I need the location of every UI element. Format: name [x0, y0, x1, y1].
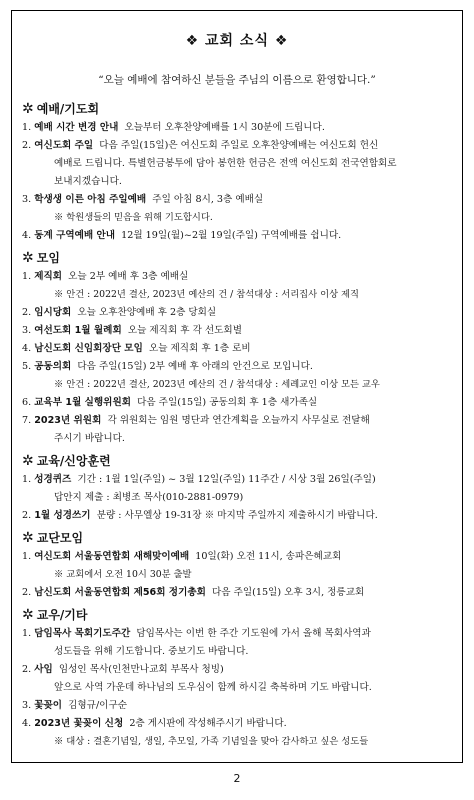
- asterisk-icon: ✲: [22, 453, 34, 469]
- list-item: 3. 꽃꽂이 김형규/이구순: [22, 700, 127, 711]
- list-note: ※ 안건 : 2022년 결산, 2023년 예산의 건 / 참석대상 : 서리집사 이상 제직: [54, 289, 359, 300]
- section-denomination: ✲ 교단모임: [22, 530, 84, 546]
- section-worship: ✲ 예배/기도회: [22, 101, 100, 117]
- list-item: 2. 남신도회 서울동연합회 제56회 정기총회 다음 주일(15일) 오후 3시, 정릉교회: [22, 587, 365, 598]
- section-members: ✲ 교우/기타: [22, 607, 88, 623]
- asterisk-icon: ✲: [22, 530, 34, 546]
- section-education: ✲ 교육/신앙훈련: [22, 453, 111, 469]
- announcements: [22, 96, 454, 751]
- page-title: ❖ 교회 소식 ❖: [185, 33, 289, 49]
- list-item: 3. 학생생 이른 아침 주일예배 주일 아침 8시, 3층 예배실: [22, 194, 264, 205]
- section-meetings: ✲ 모임: [22, 250, 60, 266]
- list-item: 4. 동계 구역예배 안내 12월 19일(월)~2월 19일(주일) 구역예배를 쉽니다.: [22, 230, 342, 241]
- list-note: ※ 교회에서 오전 10시 30분 출발: [54, 569, 192, 580]
- list-item: 6. 교육부 1월 실행위원회 다음 주일(15일) 공동의회 후 1층 새가족실: [22, 397, 318, 408]
- asterisk-icon: ✲: [22, 250, 34, 266]
- list-note: ※ 안건 : 2022년 결산, 2023년 예산의 건 / 참석대상 : 세례교인 이상 모든 교우: [54, 379, 380, 390]
- list-item: 2. 사임 임성인 목사(인천만나교회 부목사 청빙): [22, 664, 224, 675]
- asterisk-icon: ✲: [22, 101, 34, 117]
- list-item: 4. 2023년 꽃꽂이 신청 2층 게시판에 작성해주시기 바랍니다.: [22, 718, 287, 729]
- welcome-message: “오늘 예배에 참여하신 분들을 주님의 이름으로 환영합니다.”: [98, 74, 376, 86]
- list-item: 1. 제직회 오늘 2부 예배 후 3층 예배실: [22, 271, 189, 282]
- asterisk-icon: ✲: [22, 607, 34, 623]
- list-item: 7. 2023년 위원회 각 위원회는 임원 명단과 연간계획을 오늘까지 사무실로 전달해: [22, 415, 370, 426]
- list-note: ※ 대상 : 결혼기념일, 생일, 추모일, 가족 기념일을 맞아 감사하고 싶은 성도들: [54, 736, 369, 747]
- list-item-continued: 답안지 제출 : 최병조 목사(010-2881-0979): [54, 492, 244, 503]
- list-item-continued: 앞으로 사역 가운데 하나님의 도우심이 함께 하시길 축복하며 기도 바랍니다.: [54, 682, 372, 693]
- list-item: 4. 남신도회 신임회장단 모임 오늘 제직회 후 1층 로비: [22, 343, 251, 354]
- list-item: 1. 예배 시간 변경 안내 오늘부터 오후찬양예배를 1시 30분에 드립니다.: [22, 122, 325, 133]
- list-item: 3. 여선도회 1월 월례회 오늘 제직회 후 각 선도회별: [22, 325, 242, 336]
- list-item-continued: 보내지겠습니다.: [54, 176, 122, 187]
- list-item: 2. 1월 성경쓰기 분량 : 사무엘상 19-31장 ※ 마지막 주일까지 제출하시기 바랍니다.: [22, 510, 378, 521]
- page-number: 2: [233, 772, 241, 785]
- list-item: 1. 여신도회 서울동연합회 새해맞이예배 10일(화) 오전 11시, 송파은혜교회: [22, 551, 342, 562]
- list-item: 1. 성경퀴즈 기간 : 1월 1일(주일) ~ 3월 12일(주일) 11주간 / 시상 3월 26일(주일): [22, 474, 376, 485]
- list-item-continued: 주시기 바랍니다.: [54, 433, 125, 444]
- list-note: ※ 학원생들의 믿음을 위해 기도합시다.: [54, 212, 213, 223]
- list-item-continued: 성도들을 위해 기도합니다. 중보기도 바랍니다.: [54, 646, 249, 657]
- list-item: 5. 공동의회 다음 주일(15일) 2부 예배 후 아래의 안건으로 모입니다.: [22, 361, 313, 372]
- list-item: 2. 여신도회 주일 다음 주일(15일)은 여신도회 주일로 오후찬양예배는 여신도회 헌신: [22, 140, 379, 151]
- list-item: 2. 임시당회 오늘 오후찬양예배 후 2층 당회실: [22, 307, 217, 318]
- list-item-continued: 예배로 드립니다. 특별헌금봉투에 담아 봉헌한 헌금은 전액 여신도회 전국연합회로: [54, 158, 397, 169]
- list-item: 1. 담임목사 목회기도주간 담임목사는 이번 한 주간 기도원에 가서 올해 목회사역과: [22, 628, 371, 639]
